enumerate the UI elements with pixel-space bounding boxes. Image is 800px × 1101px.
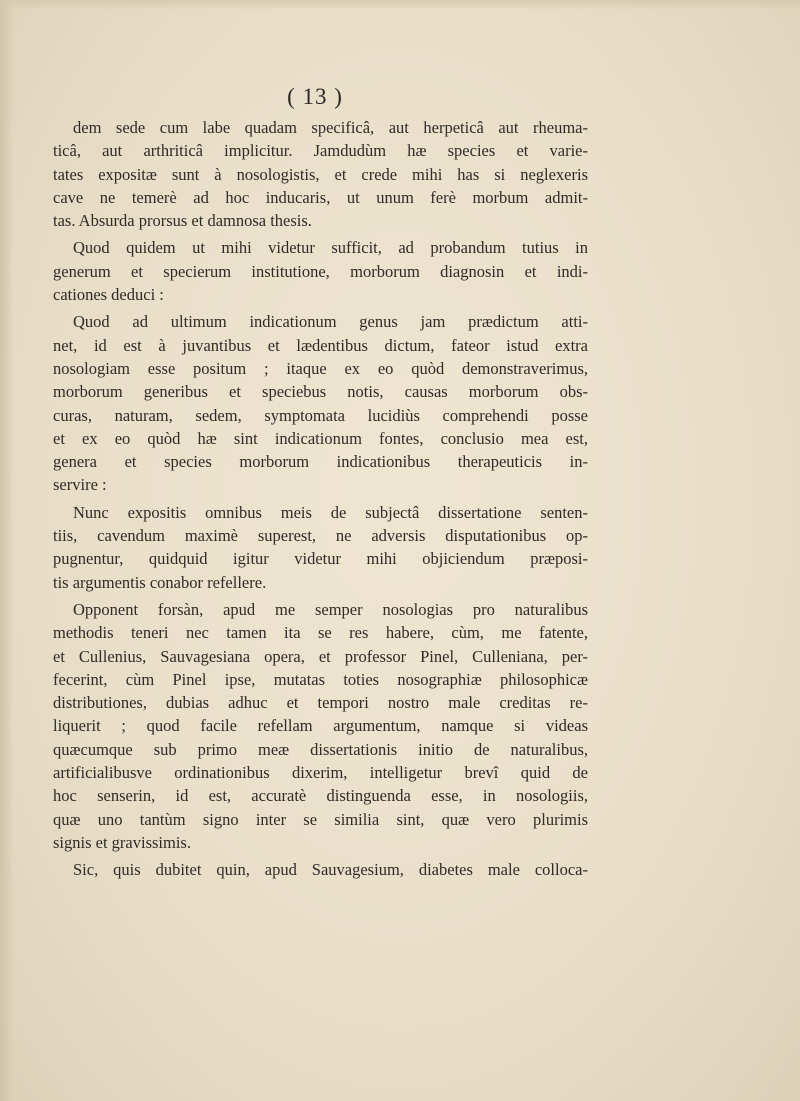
text-line: artificialibusve ordinationibus dixerim, intelligetur brevî quid de <box>53 763 588 783</box>
text-line: liquerit ; quod facile refellam argumentum, namque si videas <box>53 716 588 736</box>
text-line: methodis teneri nec tamen ita se res habere, cùm, me fatente, <box>53 623 588 643</box>
text-line: et ex eo quòd hæ sint indicationum fontes, conclusio mea est, <box>53 428 588 448</box>
paragraph <box>53 598 588 854</box>
text-line: fecerint, cùm Pinel ipse, mutatas toties nosographiæ philosophicæ <box>53 669 588 689</box>
text-line: nosologiam esse positum ; itaque ex eo quòd demonstraverimus, <box>53 358 588 378</box>
text-line: tas. Absurda prorsus et damnosa thesis. <box>53 211 312 231</box>
text-line: pugnentur, quidquid igitur videtur mihi objiciendum præposi- <box>53 549 588 569</box>
page-number: ( 13 ) <box>287 84 343 109</box>
text-line: distributiones, dubias adhuc et tempori nostro male creditas re- <box>53 693 588 713</box>
text-line: et Cullenius, Sauvagesiana opera, et professor Pinel, Culleniana, per- <box>53 646 588 666</box>
text-line: servire : <box>53 475 107 495</box>
page-top-shadow <box>0 0 800 10</box>
text-line: Quod quidem ut mihi videtur sufficit, ad probandum tutius in <box>73 238 588 258</box>
text-line: tis argumentis conabor refellere. <box>53 572 267 592</box>
text-line: Nunc expositis omnibus meis de subjectâ dissertatione senten- <box>73 502 588 522</box>
paragraph <box>53 501 588 594</box>
paragraph <box>53 116 588 232</box>
text-line: Sic, quis dubitet quin, apud Sauvagesium, diabetes male colloca- <box>73 860 588 880</box>
text-line: cave ne temerè ad hoc inducaris, ut unum ferè morbum admit- <box>53 187 588 207</box>
text-line: quæ uno tantùm signo inter se similia sint, quæ vero plurimis <box>53 809 588 829</box>
text-line: genera et species morborum indicationibus therapeuticis in- <box>53 452 588 472</box>
text-line: hoc senserin, id est, accuratè distinguenda esse, in nosologiis, <box>53 786 588 806</box>
text-line: tates expositæ sunt à nosologistis, et crede mihi has si neglexeris <box>53 164 588 184</box>
text-line: net, id est à juvantibus et lædentibus dictum, fateor istud extra <box>53 335 588 355</box>
body-text <box>53 116 588 882</box>
paragraph <box>53 310 588 496</box>
text-line: signis et gravissimis. <box>53 832 191 852</box>
text-line: Opponent forsàn, apud me semper nosologias pro naturalibus <box>73 599 588 619</box>
text-line: ticâ, aut arthriticâ implicitur. Jamdudùm hæ species et varie- <box>53 141 588 161</box>
text-line: generum et specierum institutione, morborum diagnosin et indi- <box>53 261 588 281</box>
text-line: cationes deduci : <box>53 285 164 305</box>
text-line: tiis, cavendum maximè superest, ne adversis disputationibus op- <box>53 526 588 546</box>
text-line: morborum generibus et speciebus notis, causas morborum obs- <box>53 382 588 402</box>
paragraph <box>53 858 588 881</box>
page-edge-shadow <box>0 0 14 1101</box>
text-line: Quod ad ultimum indicationum genus jam prædictum atti- <box>73 312 588 332</box>
text-line: curas, naturam, sedem, symptomata lucidiùs comprehendi posse <box>53 405 588 425</box>
text-line: dem sede cum labe quadam specificâ, aut herpeticâ aut rheuma- <box>73 118 588 137</box>
text-line: quæcumque sub primo meæ dissertationis initio de naturalibus, <box>53 739 588 759</box>
paragraph <box>53 236 588 306</box>
